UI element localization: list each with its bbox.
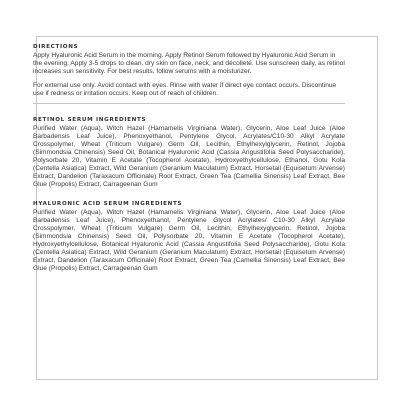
- directions-paragraph-warnings: For external use only. Avoid contact with eyes. Rinse with water if direct eye contact occurs. Discontinue use if redness or irritation occurs. Keep out of reach of children.: [33, 82, 337, 97]
- directions-heading: DIRECTIONS: [33, 44, 79, 50]
- hyaluronic-ingredients-list: Purified Water (Aqua), Witch Hazel (Hamamelis Virginiana Water), Glycerin, Aloe Leaf Juice (Aloe Barbadensis Leaf Juice), Phenoxyethanol, Pentylene Glycol Acrylates/ C10-30 Alkyl Acrylate Crosspolymer, Wheat (Triticum Vulgare) Germ Oil, Lecithin, Ethylhexyglycerin, Retinol, Jojoba (Simmondsia Chinensis) Seed Oil, Polysorbate 20, Vitamin E Acetate (Tocopherol Acetate), Hydroxyethylcellulose, Botanical Hyaluronic Acid (Cassia Angustifolia Seed Polysaccharide), Gotu Kola (Centella Asiatica) Extract, Wild Geranium (Geranium Maculatum) Extract, Horsetail (Equisetum Arvense) Extract, Dandelion (Taraxacum Officinale) Root Extract, Green Tea (Camellia Sinensis) Leaf Extract, Bee Glue (Propolis) Extract, Carrageenan Gum: [33, 209, 345, 272]
- section-spacer: [33, 189, 345, 200]
- section-divider: [33, 103, 345, 104]
- hyaluronic-ingredients-heading: HYALURONIC ACID SERUM INGREDIENTS: [33, 201, 183, 207]
- retinol-ingredients-list: Purified Water (Aqua), Witch Hazel (Hamamelis Virginiana Water), Glycerin, Aloe Leaf Juice (Aloe Barbadensis Leaf Juice), Phenoxyethanol, Pentylene Glycol, Acrylates/C10-30 Alkyl Acrylate Crosspolymer, Wheat (Triticum Vulgare) Germ Oil, Lecithin, Ethylhexylglycerin, Retinol, Jojoba (Simmondsia Chinensis) Seed Oil, Botanical Hyaluronic Acid (Cassia Angustifolia Seed Polysaccharide), Polysorbate 20, Vitamin E Acetate (Tocopherol Acetate), Hydroxyethylcellulose, Ethanol, Gotu Kola (Centella Asiatica) Extract, Wild Geranium (Geranium Maculatum) Extract, Horsetail (Equisetum Arvense) Extract, Dandelion (Taraxacum Officinale) Root Extract, Green Tea (Camellia Sinensis) Leaf Extract, Bee Glue (Propolis) Extract, Carrageenan Gum: [33, 125, 345, 188]
- retinol-ingredients-heading: RETINOL SERUM INGREDIENTS: [33, 117, 147, 123]
- directions-paragraph-usage: Apply Hyaluronic Acid Serum in the morning. Apply Retinol Serum followed by Hyaluronic Acid Serum in the evening. Apply 3-5 drops to clean, dry skin on face, neck, and décolleté. Use sunscreen daily, as retinol increases sun sensitivity. For best results, follow serums with a moisturizer.: [33, 52, 345, 75]
- label-content: [33, 43, 345, 273]
